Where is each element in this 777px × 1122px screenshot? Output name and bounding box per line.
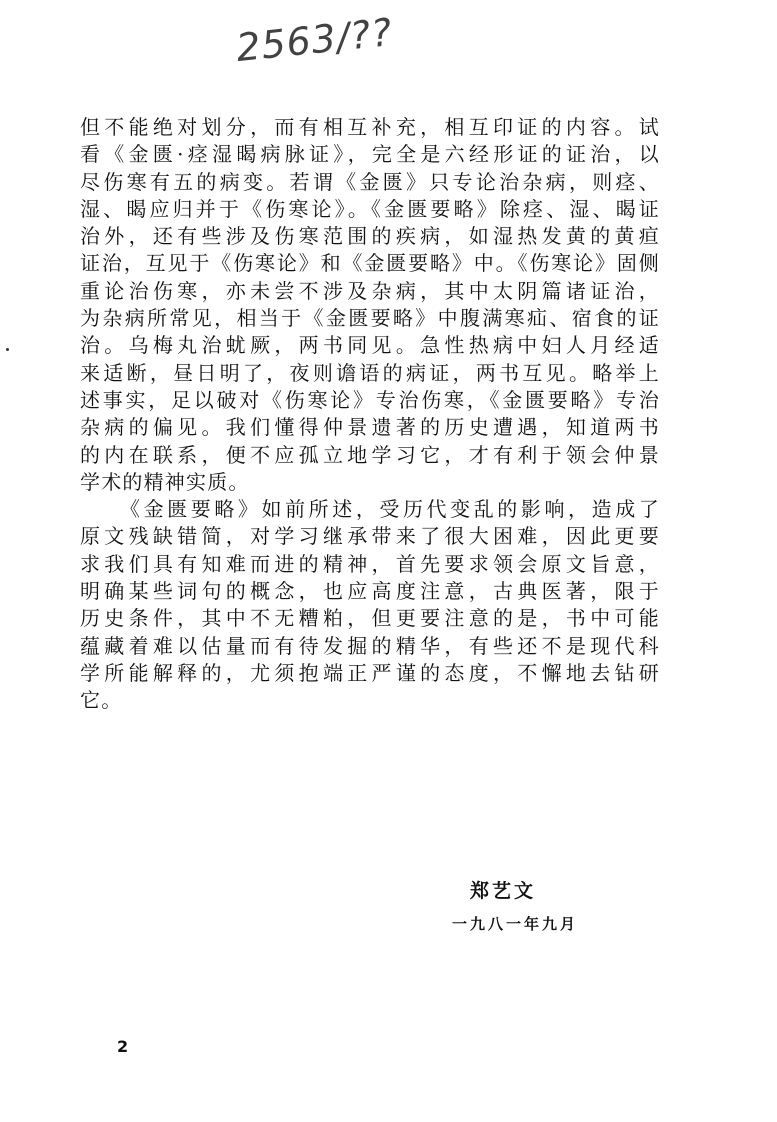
signature-date: 一九八一年九月 [452,915,579,933]
author-signature: 郑艺文 [470,880,537,902]
text-line: 的内在联系，便不应孤立地学习它，才有利于领会仲景 [80,442,660,467]
text-line: 看《金匮·痉湿暍病脉证》，完全是六经形证的证治，以 [80,142,660,167]
text-line: 学术的精神实质。 [80,469,250,494]
text-line: 重论治伤寒，亦未尝不涉及杂病，其中太阴篇诸证治， [80,278,660,303]
text-line: 但不能绝对划分，而有相互补充，相互印证的内容。试 [80,115,660,139]
text-line: 历史条件，其中不无糟粕，但更要注意的是，书中可能 [80,606,660,631]
text-line: 述事实，足以破对《伤寒论》专治伤寒，《金匮要略》专治 [80,387,660,412]
text-line: 治。乌梅丸治蚘厥，两书同见。急性热病中妇人月经适 [80,333,660,358]
text-line: 证治，互见于《伤寒论》和《金匮要略》中。《伤寒论》固侧 [80,251,660,276]
scan-speck [6,348,9,351]
text-line: 《金匮要略》如前所述，受历代变乱的影响，造成了 [120,497,660,522]
text-line: 原文残缺错简，对学习继承带来了很大困难，因此更要 [80,524,660,549]
text-line: 尽伤寒有五的病变。若谓《金匮》只专论治杂病，则痉、 [80,169,660,194]
text-line: 湿、暍应归并于《伤寒论》。《金匮要略》除痉、湿、暍证 [80,196,660,221]
page-number: 2 [117,1037,129,1056]
text-line: 学所能解释的，尤须抱端正严谨的态度，不懈地去钻研 [80,660,660,685]
handwritten-annotation: 2563/?? [234,9,395,71]
body-text [80,114,660,715]
text-line: 杂病的偏见。我们懂得仲景遗著的历史遭遇，知道两书 [80,415,660,440]
text-line: 明确某些词句的概念，也应高度注意，古典医著，限于 [80,579,660,604]
text-line: 来适断，昼日明了，夜则谵语的病证，两书互见。略举上 [80,360,660,385]
paragraph-1 [80,114,660,496]
text-line: 为杂病所常见，相当于《金匮要略》中腹满寒疝、宿食的证 [80,306,660,331]
text-line: 它。 [80,688,123,713]
text-line: 蕴藏着难以估量而有待发掘的精华，有些还不是现代科 [80,633,660,658]
text-line: 治外，还有些涉及伤寒范围的疾病，如湿热发黄的黄疸 [80,224,660,249]
text-line: 求我们具有知难而进的精神，首先要求领会原文旨意， [80,551,660,576]
paragraph-2 [80,496,660,714]
